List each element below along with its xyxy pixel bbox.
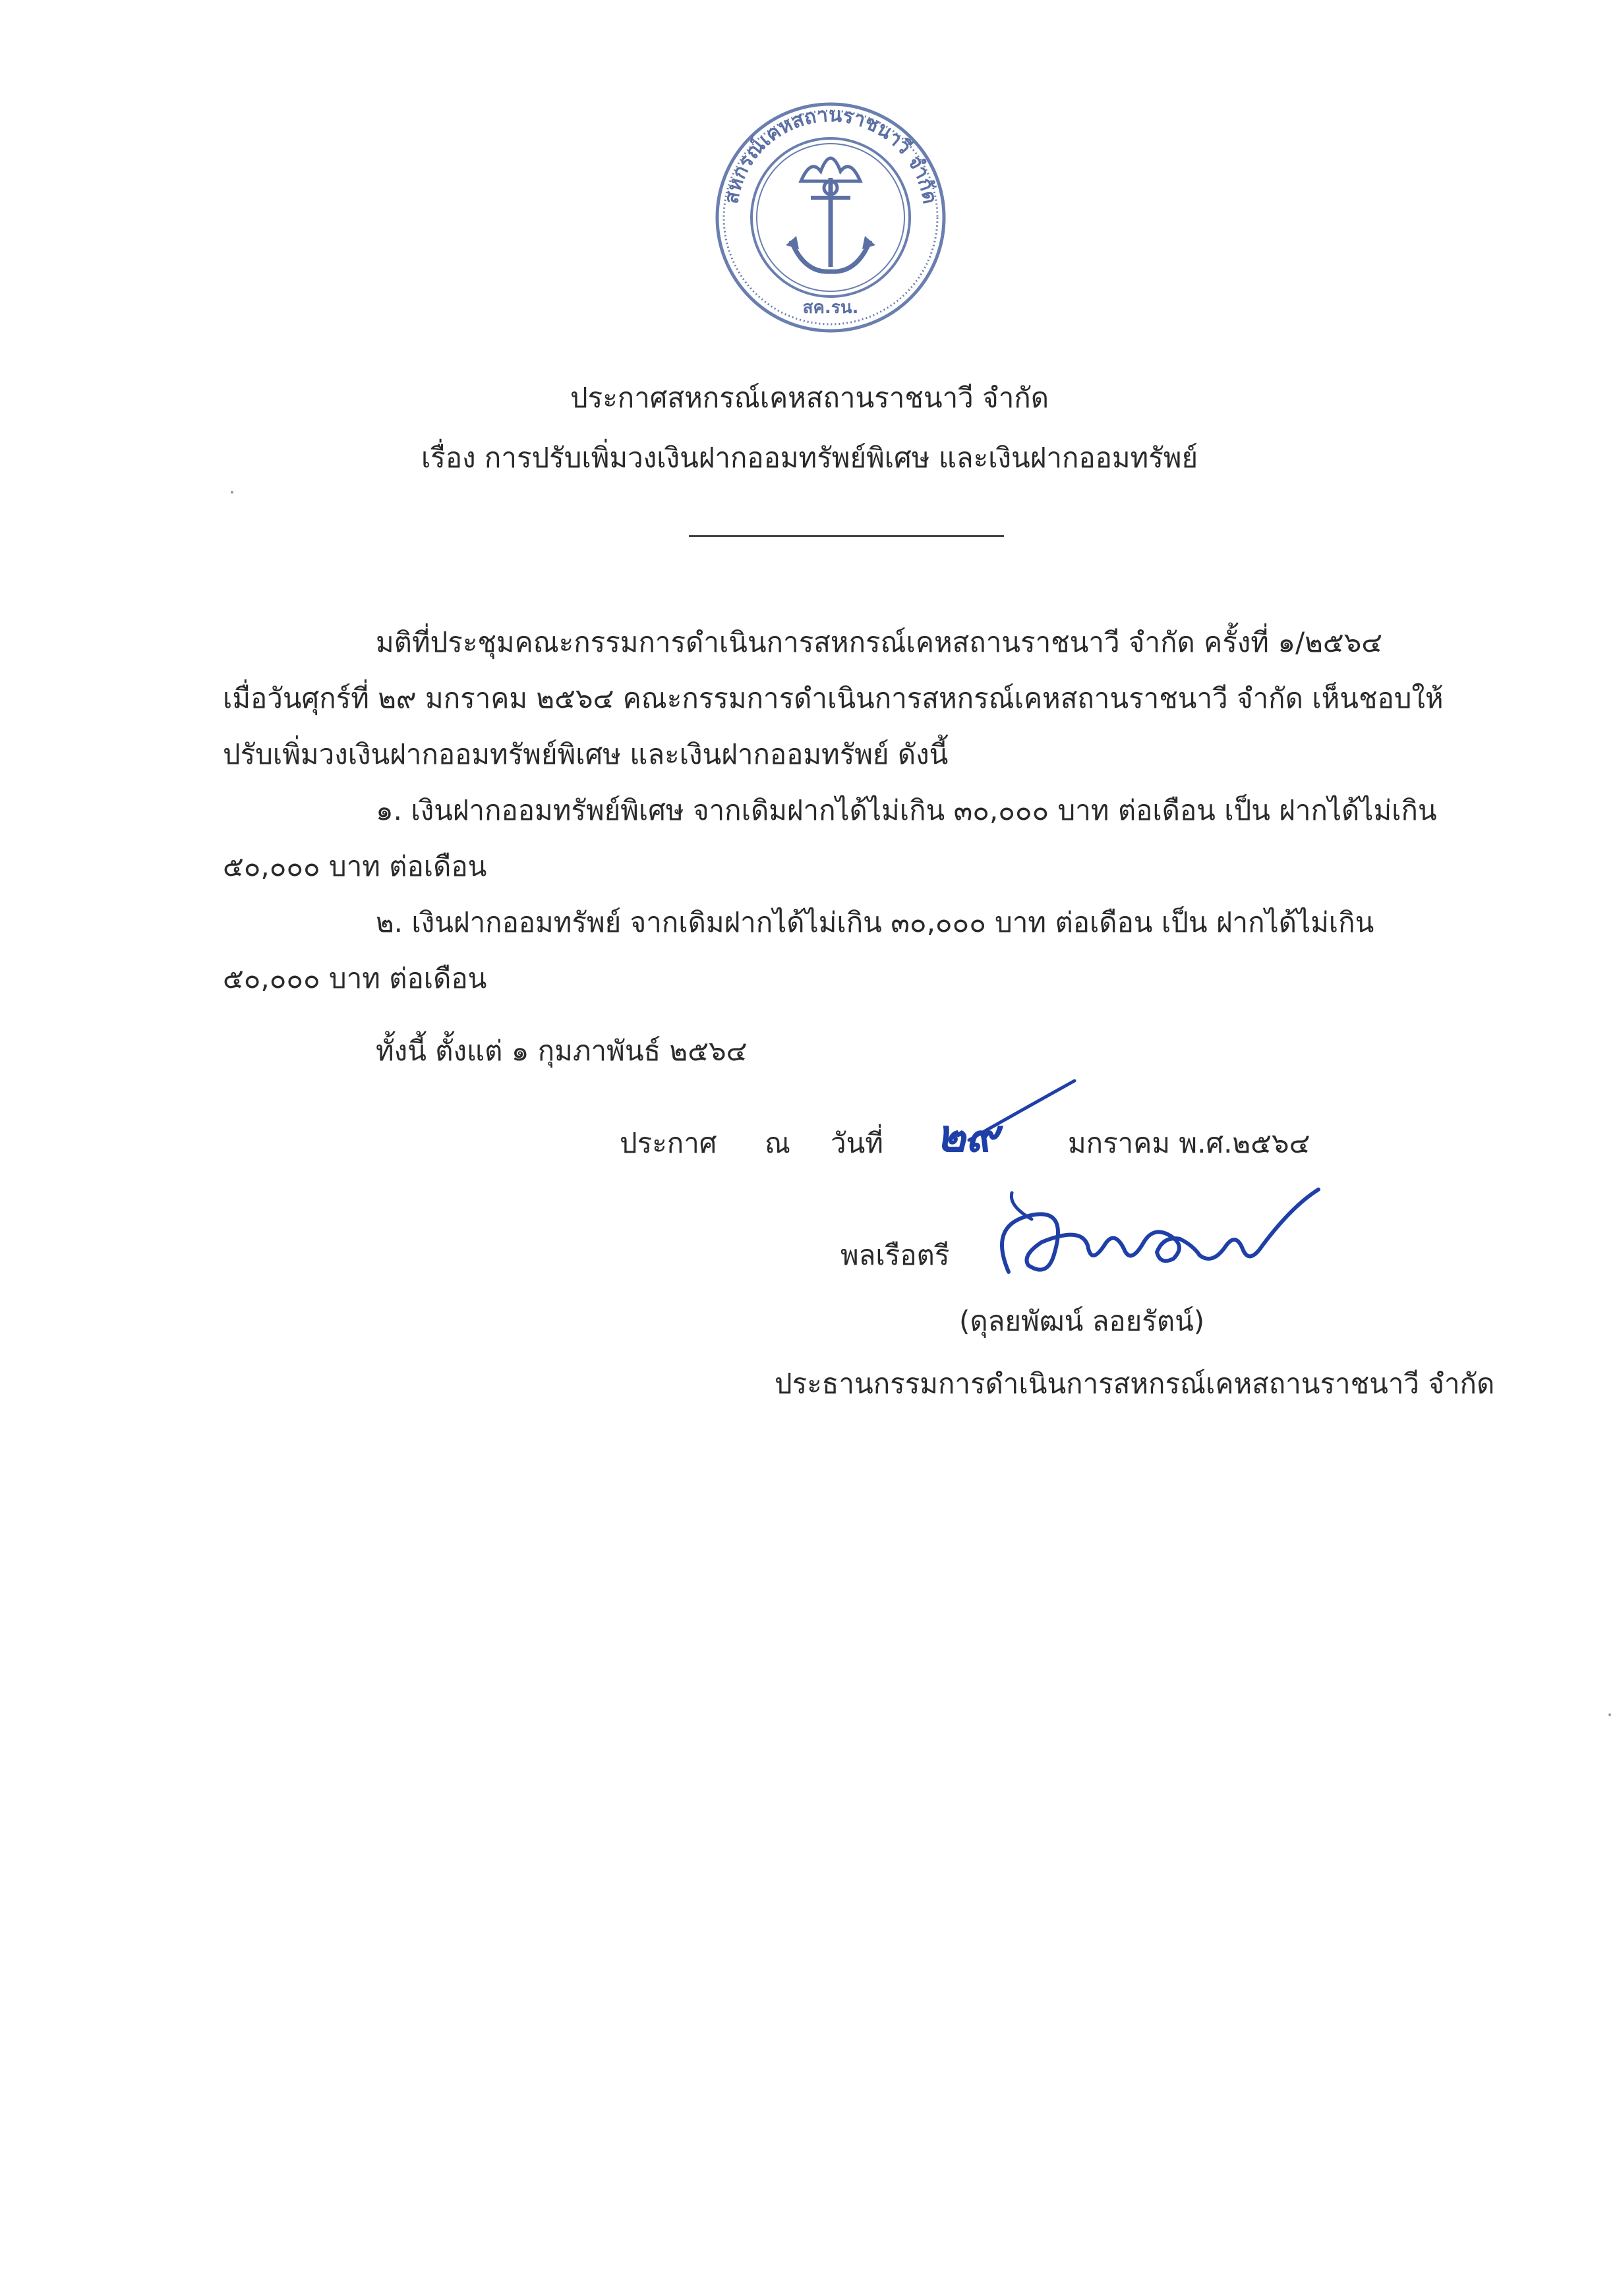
seal-bottom-text: สค.รน. xyxy=(802,298,859,318)
announce-day-label: วันที่ xyxy=(831,1127,883,1159)
item2-line2: ๕๐,๐๐๐ บาท ต่อเดือน xyxy=(223,962,487,994)
announce-month-year: มกราคม พ.ศ.๒๕๖๔ xyxy=(1068,1127,1310,1159)
announcement-subject-line: เรื่อง การปรับเพิ่มวงเงินฝากออมทรัพย์พิเศษ และเงินฝากออมทรัพย์ xyxy=(421,442,1198,474)
cooperative-seal xyxy=(712,99,949,336)
para1-line2: เมื่อวันศุกร์ที่ ๒๙ มกราคม ๒๕๖๔ คณะกรรมการดำเนินการสหกรณ์เคหสถานราชนาวี จำกัด เห็นชอบให้ xyxy=(223,682,1444,714)
heading-divider xyxy=(689,535,1004,537)
para1-line3: ปรับเพิ่มวงเงินฝากออมทรัพย์พิเศษ และเงินฝากออมทรัพย์ ดังนี้ xyxy=(223,738,949,770)
scan-speck xyxy=(231,491,233,494)
signer-rank: พลเรือตรี xyxy=(840,1239,950,1271)
item1-line1: ๑. เงินฝากออมทรัพย์พิเศษ จากเดิมฝากได้ไม่เกิน ๓๐,๐๐๐ บาท ต่อเดือน เป็น ฝากได้ไม่เกิน xyxy=(376,794,1437,826)
item2-line1: ๒. เงินฝากออมทรัพย์ จากเดิมฝากได้ไม่เกิน ๓๐,๐๐๐ บาท ต่อเดือน เป็น ฝากได้ไม่เกิน xyxy=(376,906,1374,938)
scan-speck xyxy=(1608,1713,1611,1716)
effective-date-line: ทั้งนี้ ตั้งแต่ ๑ กุมภาพันธ์ ๒๕๖๔ xyxy=(376,1035,748,1067)
signer-name: (ดุลยพัฒน์ ลอยรัตน์) xyxy=(959,1305,1205,1337)
announce-at: ณ xyxy=(765,1127,790,1159)
handwritten-day: ๒๙ xyxy=(936,1110,999,1162)
item1-line2: ๕๐,๐๐๐ บาท ต่อเดือน xyxy=(223,850,487,882)
announcement-org-line: ประกาศสหกรณ์เคหสถานราชนาวี จำกัด xyxy=(570,382,1049,414)
para1-line1: มติที่ประชุมคณะกรรมการดำเนินการสหกรณ์เคหสถานราชนาวี จำกัด ครั้งที่ ๑/๒๕๖๔ xyxy=(376,626,1383,658)
signer-title: ประธานกรรมการดำเนินการสหกรณ์เคหสถานราชนาวี จำกัด xyxy=(775,1367,1495,1400)
announce-prefix: ประกาศ xyxy=(620,1127,717,1159)
seal-outer-text: สหกรณ์เคหสถานราชนาวี จำกัด xyxy=(719,103,942,206)
handwritten-signature xyxy=(982,1180,1325,1298)
date-ink-stroke xyxy=(962,1074,1081,1147)
